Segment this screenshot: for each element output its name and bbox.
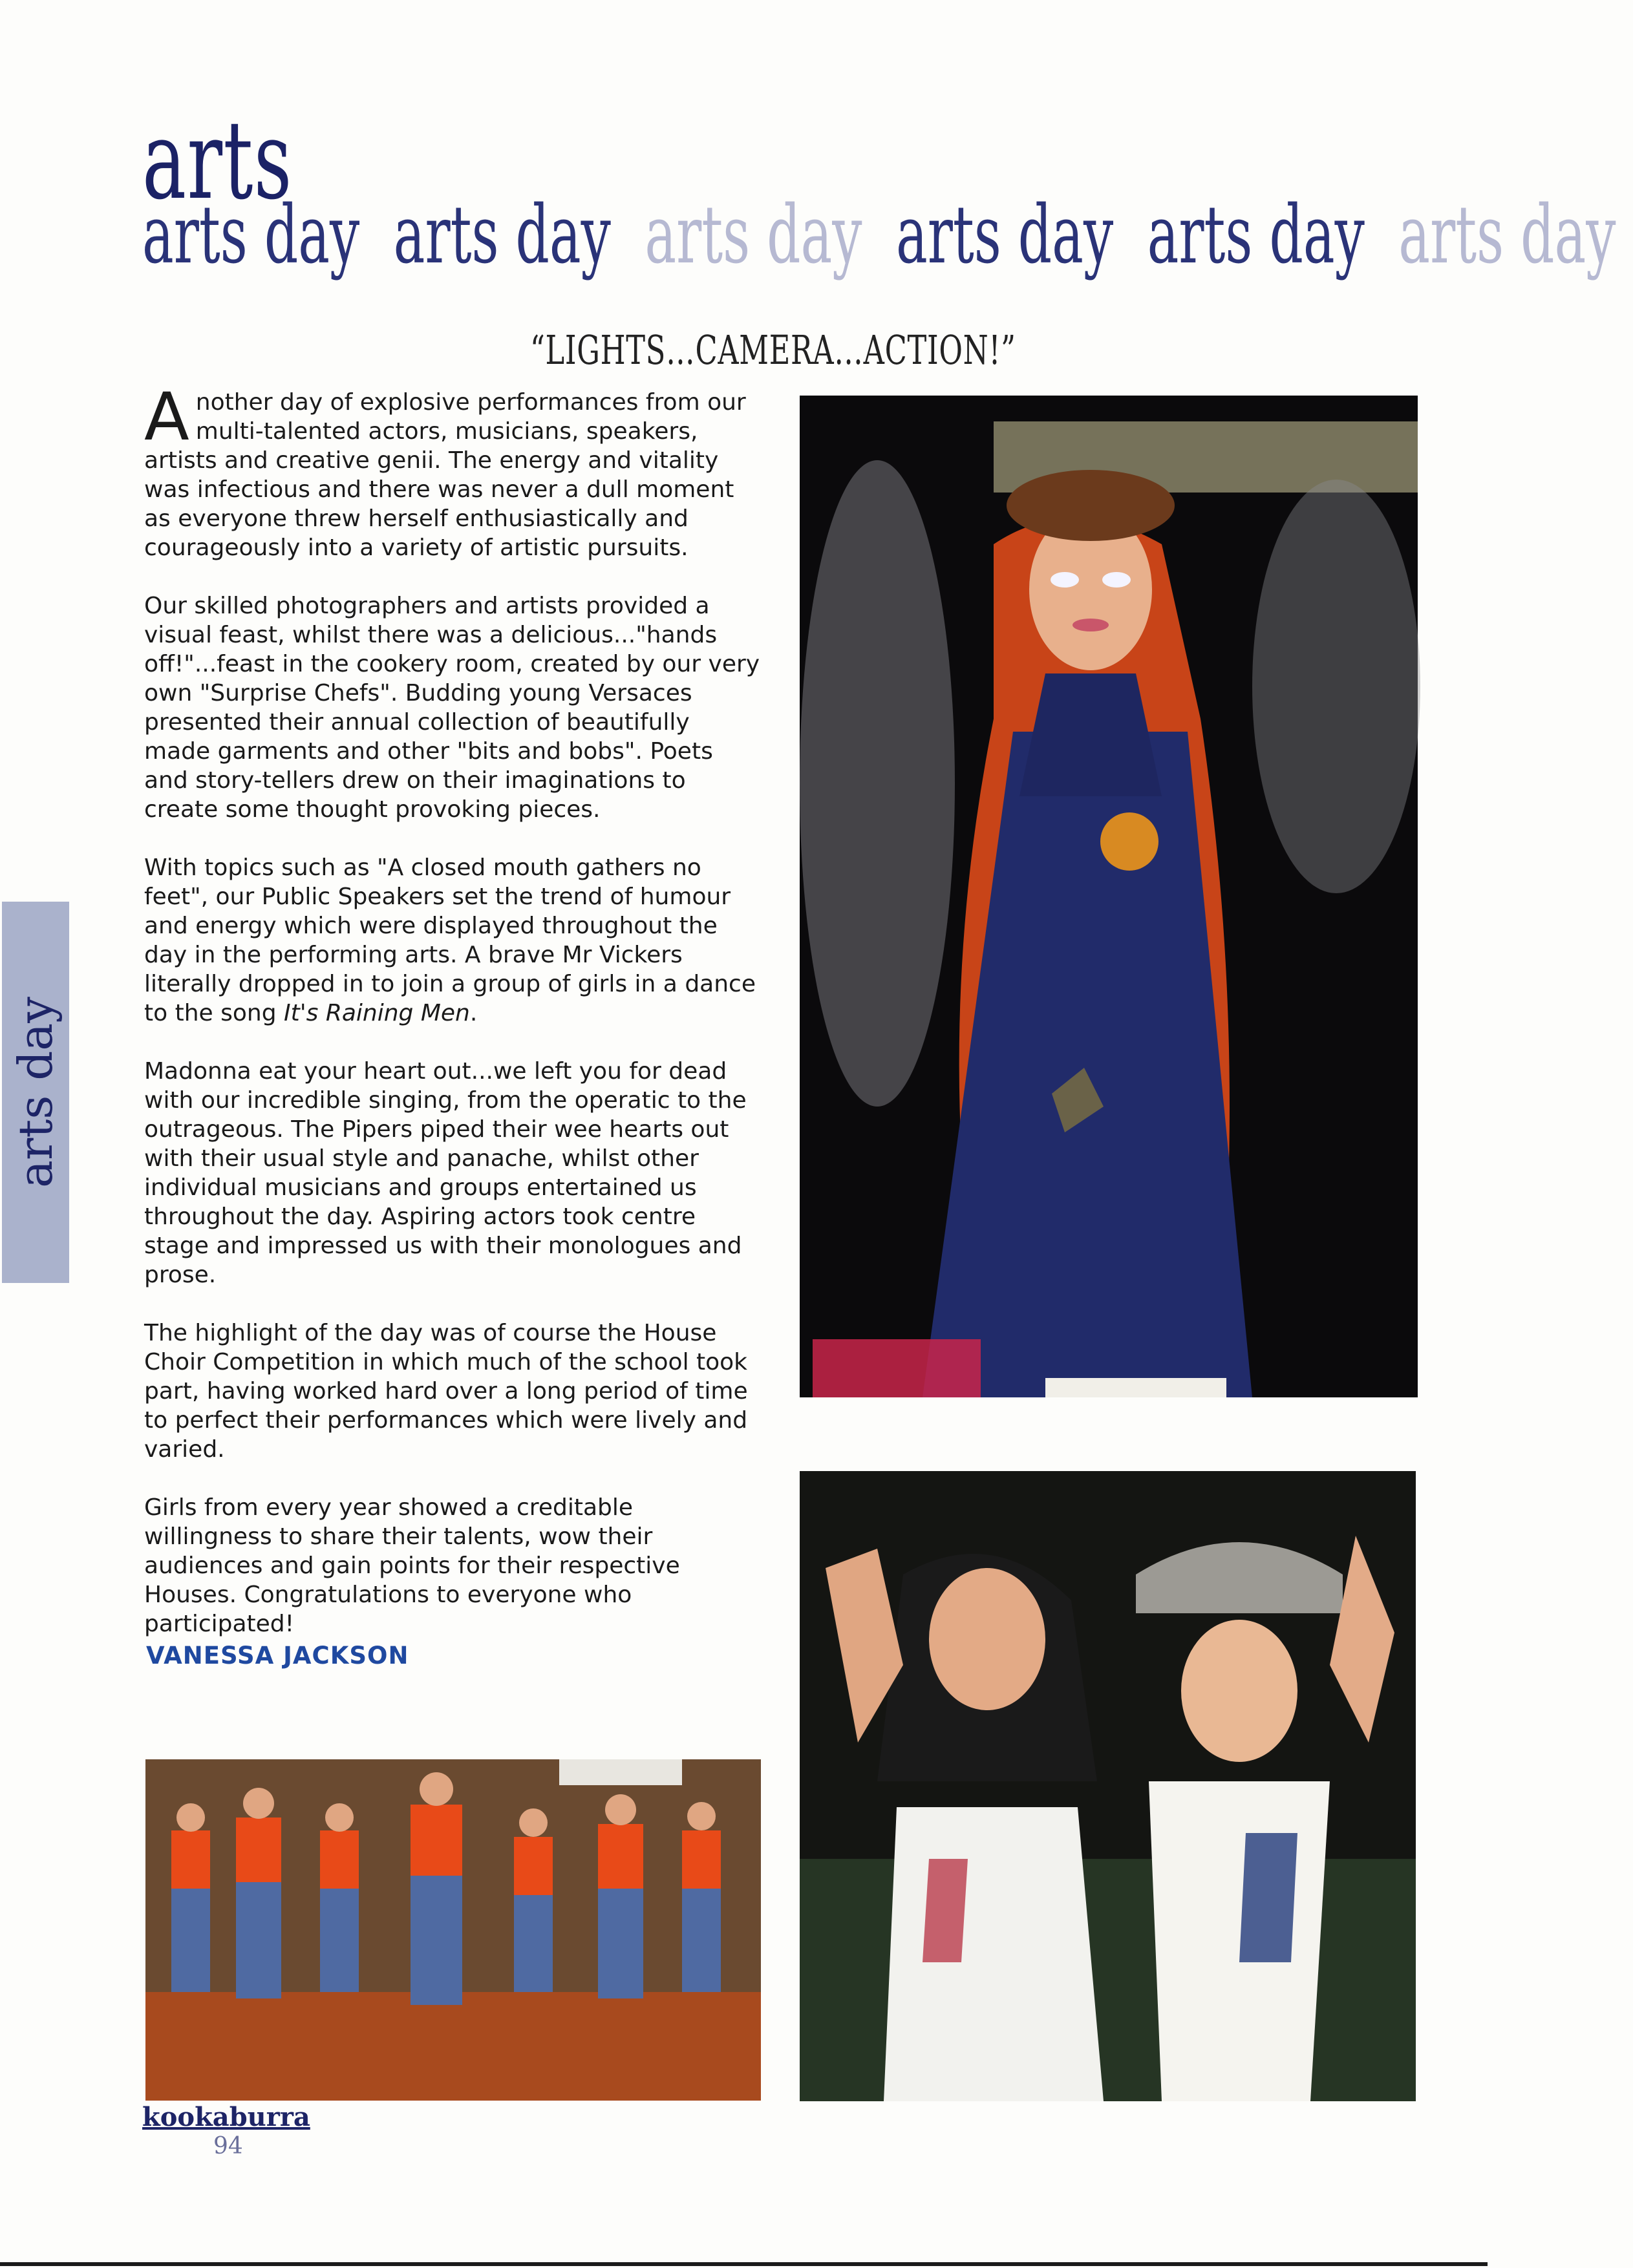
- drop-cap: A: [144, 379, 189, 456]
- strip-word: arts day: [895, 189, 1114, 282]
- puppet-photo: [800, 396, 1418, 1397]
- paragraph-text: .: [469, 1000, 478, 1026]
- cowgirls-photo: [800, 1471, 1416, 2101]
- strip-word: arts day: [1147, 189, 1365, 282]
- strip-word: arts day: [645, 189, 862, 282]
- strip-word: arts day: [393, 189, 611, 282]
- paragraph: The highlight of the day was of course the House Choir Competition in which much of the school took part, having worked hard over a long period of time to perfect their performances which were lively and varied.: [144, 1320, 748, 1463]
- page-title: arts: [142, 97, 293, 224]
- paragraph: [144, 853, 762, 1028]
- paragraph: Madonna eat your heart out...we left you for dead with our incredible singing, from the operatic to the outrageous. The Pipers piped their wee hearts out with their usual style and panache, whilst other individual musicians and groups entertained us throughout the day. Aspiring actors took centre stage and impressed us with their monologues and prose.: [144, 1058, 747, 1288]
- strip-word: arts day: [142, 189, 360, 282]
- paragraph: Girls from every year showed a creditable willingness to share their talents, wow their audiences and gain points for their respective Houses. Congratulations to everyone who participated!: [144, 1494, 680, 1637]
- song-title: It's Raining Men: [284, 1000, 470, 1026]
- page-edge-line: [0, 2262, 1488, 2266]
- article-subtitle: “LIGHTS…CAMERA…ACTION!”: [530, 326, 1016, 374]
- paragraph-text: With topics such as "A closed mouth gathers no feet", our Public Speakers set the trend of humour and energy which were displayed throughout the day in the performing arts. A brave Mr Vickers literally dropped in to join a group of girls in a dance to the song: [144, 854, 756, 1026]
- publication-name: kookaburra: [142, 2102, 310, 2132]
- article-body: [144, 379, 762, 1668]
- dancers-photo: [145, 1759, 761, 2101]
- author-byline: VANESSA JACKSON: [146, 1642, 409, 1669]
- paragraph: Our skilled photographers and artists provided a visual feast, whilst there was a delicious..."hands off!"...feast in the cookery room, created by our very own "Surprise Chefs". Budding young Versaces presented their annual collection of beautifully made garments and other "bits and bobs". Poets and story-tellers drew on their imaginations to create some thought provoking pieces.: [144, 593, 760, 823]
- paragraph-text: nother day of explosive performances from our multi-talented actors, musicians, speakers, artists and creative genii. The energy and vitality was infectious and there was never a dull moment as everyone threw herself enthusiastically and courageously into a variety of artistic pursuits.: [144, 389, 746, 561]
- page-number: 94: [213, 2133, 243, 2159]
- side-tab-label: arts day: [8, 997, 63, 1188]
- strip-word: arts day: [1398, 189, 1616, 282]
- paragraph: [144, 379, 762, 562]
- side-tab: [2, 902, 69, 1283]
- section-strip: [142, 189, 1616, 282]
